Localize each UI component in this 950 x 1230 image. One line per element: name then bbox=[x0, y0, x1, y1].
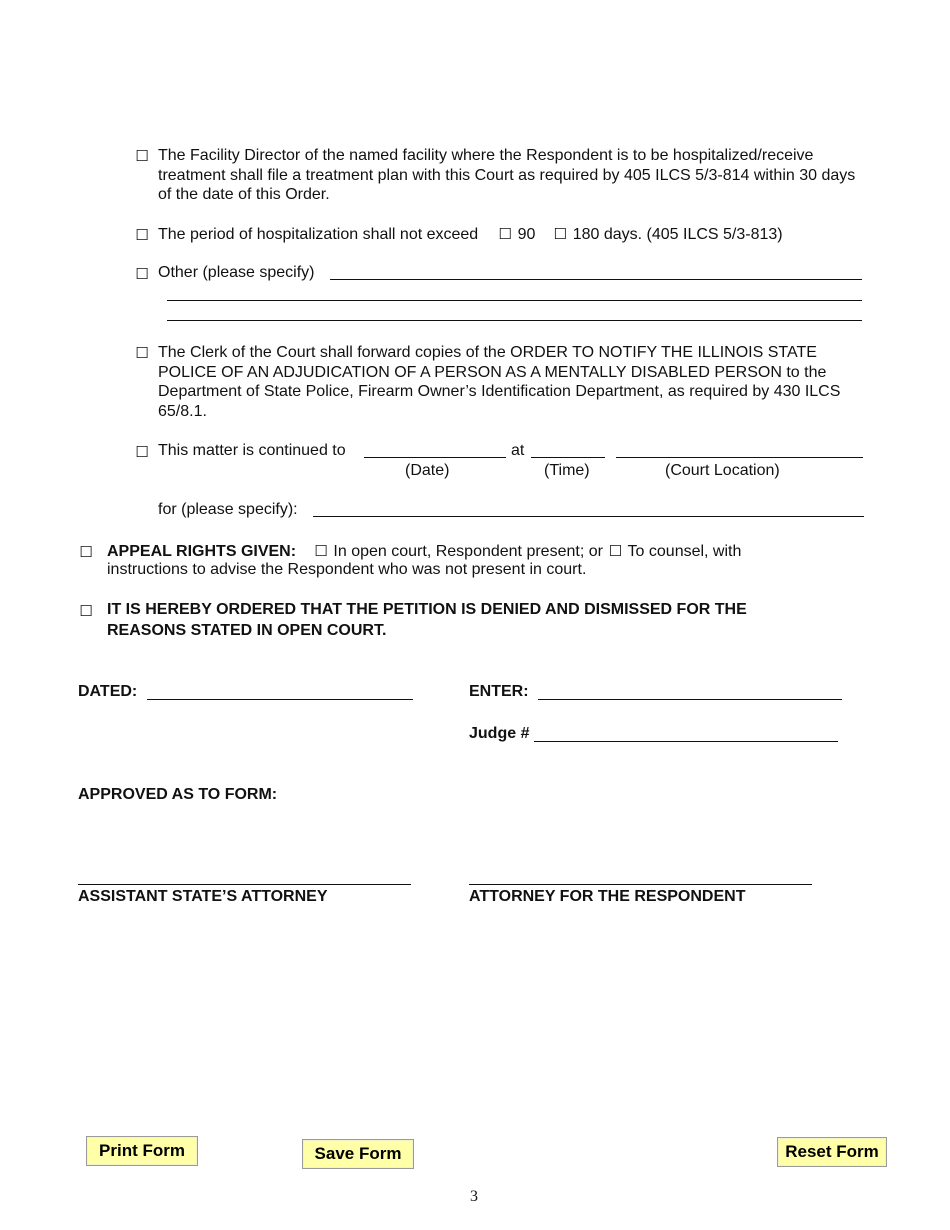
continued-date-line[interactable] bbox=[364, 457, 506, 458]
for-specify-line[interactable] bbox=[313, 516, 864, 517]
reset-form-button[interactable]: Reset Form bbox=[777, 1137, 887, 1167]
asa-label: ASSISTANT STATE’S ATTORNEY bbox=[78, 888, 328, 905]
other-specify-line-1[interactable] bbox=[330, 279, 862, 280]
other-specify-line-3[interactable] bbox=[167, 320, 862, 321]
dated-line[interactable] bbox=[147, 699, 413, 700]
page-number: 3 bbox=[470, 1188, 478, 1205]
period-90-label: 90 bbox=[517, 226, 536, 243]
respondent-attorney-signature-line[interactable] bbox=[469, 884, 812, 885]
appeal-open-court-label: In open court, Respondent present; or bbox=[333, 543, 603, 560]
denied-line-2: REASONS STATED IN OPEN COURT. bbox=[107, 622, 387, 639]
time-caption: (Time) bbox=[544, 462, 590, 479]
denied-line-1: IT IS HEREBY ORDERED THAT THE PETITION IS DENIED AND DISMISSED FOR THE bbox=[107, 601, 747, 618]
asa-signature-line[interactable] bbox=[78, 884, 411, 885]
facility-director-text: The Facility Director of the named facility where the Respondent is to be hospitalized/receive treatment shall file a treatment plan with this Court as required by 405 ILCS 5/3-814 within 30 days of the date of this Order. bbox=[158, 147, 856, 203]
date-caption: (Date) bbox=[405, 462, 450, 479]
appeal-line-2: instructions to advise the Respondent who was not present in court. bbox=[107, 561, 587, 578]
period-text: The period of hospitalization shall not exceed bbox=[158, 226, 479, 243]
continued-label: This matter is continued to bbox=[158, 442, 346, 459]
continued-at-label: at bbox=[511, 442, 525, 459]
appeal-label: APPEAL RIGHTS GIVEN: bbox=[107, 543, 297, 560]
appeal-open-court-checkbox[interactable]: ☐ bbox=[314, 542, 328, 560]
enter-line[interactable] bbox=[538, 699, 842, 700]
clerk-checkbox[interactable]: ☐ bbox=[135, 344, 149, 362]
continued-checkbox[interactable]: ☐ bbox=[135, 443, 149, 461]
other-checkbox[interactable]: ☐ bbox=[135, 265, 149, 283]
respondent-attorney-label: ATTORNEY FOR THE RESPONDENT bbox=[469, 888, 746, 905]
continued-location-line[interactable] bbox=[616, 457, 863, 458]
print-form-button[interactable]: Print Form bbox=[86, 1136, 198, 1166]
appeal-counsel-checkbox[interactable]: ☐ bbox=[608, 542, 623, 560]
other-specify-line-2[interactable] bbox=[167, 300, 862, 301]
period-180-label: 180 days. (405 ILCS 5/3-813) bbox=[572, 226, 783, 243]
appeal-checkbox[interactable]: ☐ bbox=[79, 543, 93, 561]
save-form-button[interactable]: Save Form bbox=[302, 1139, 414, 1169]
period-180-checkbox[interactable]: ☐ bbox=[553, 225, 567, 243]
clerk-text: The Clerk of the Court shall forward copies of the ORDER TO NOTIFY THE ILLINOIS STATE POLICE OF AN ADJUDICATION OF A PERSON AS A MENTALLY DISABLED PERSON to the Department of State Police, Firearm Owner’s Identification Department, as required by 430 ILCS 65/8.1. bbox=[158, 344, 841, 420]
judge-line[interactable] bbox=[534, 741, 838, 742]
denied-checkbox[interactable]: ☐ bbox=[79, 602, 93, 620]
continued-time-line[interactable] bbox=[531, 457, 605, 458]
location-caption: (Court Location) bbox=[665, 462, 780, 479]
dated-label: DATED: bbox=[78, 683, 138, 700]
judge-label: Judge # bbox=[469, 725, 530, 742]
appeal-counsel-label: To counsel, with bbox=[627, 543, 742, 560]
for-specify-label: for (please specify): bbox=[158, 501, 298, 518]
period-90-checkbox[interactable]: ☐ bbox=[498, 225, 512, 243]
facility-director-checkbox[interactable]: ☐ bbox=[135, 147, 149, 165]
other-label: Other (please specify) bbox=[158, 264, 315, 281]
appeal-row bbox=[107, 542, 741, 561]
enter-label: ENTER: bbox=[469, 683, 529, 700]
period-checkbox[interactable]: ☐ bbox=[135, 226, 149, 244]
approved-label: APPROVED AS TO FORM: bbox=[78, 786, 278, 803]
period-row bbox=[158, 225, 783, 244]
